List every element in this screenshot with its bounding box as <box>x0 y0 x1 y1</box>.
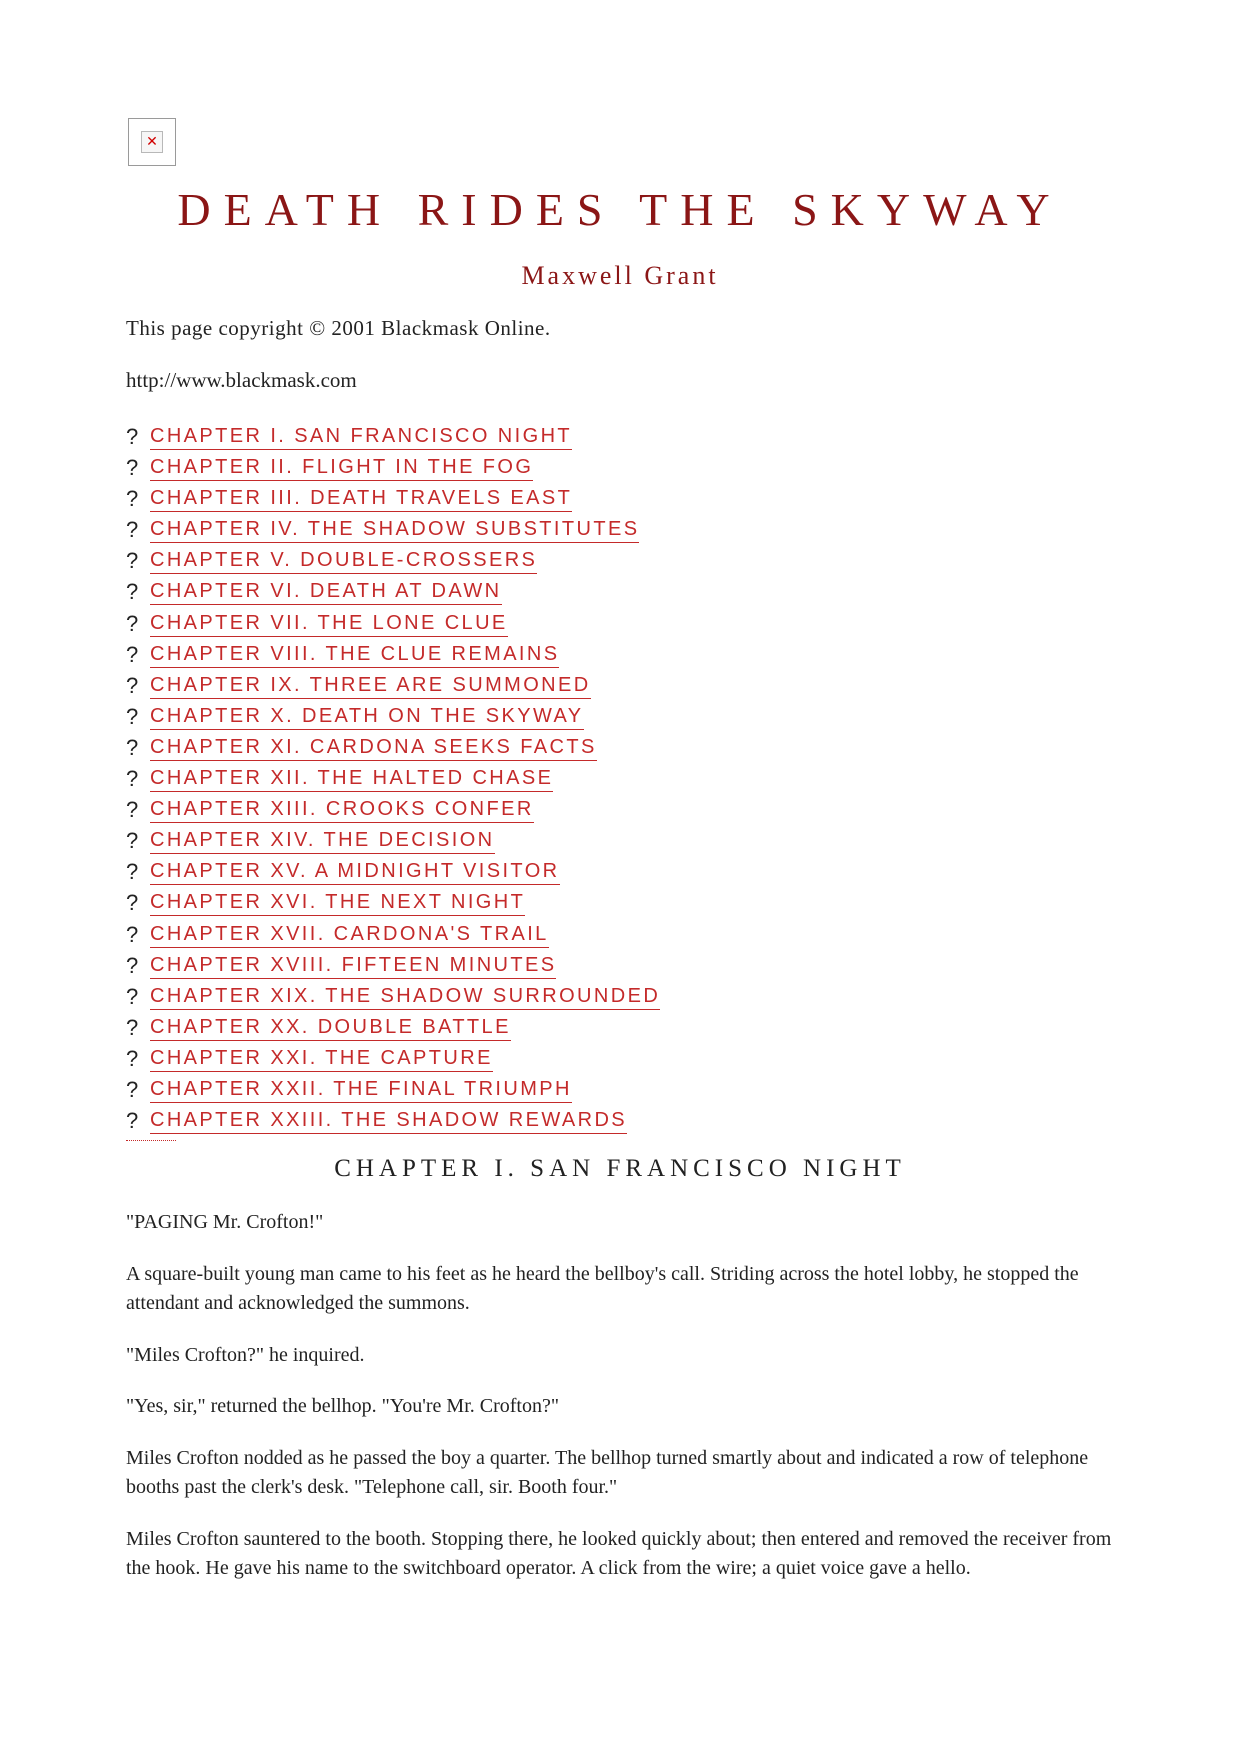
toc-item <box>126 1107 660 1138</box>
body-paragraph: "PAGING Mr. Crofton!" <box>126 1211 324 1233</box>
toc-bullet: ? <box>126 766 139 792</box>
toc-bullet: ? <box>126 1014 139 1040</box>
body-paragraph: "Yes, sir," returned the bellhop. "You're Mr. Crofton?" <box>126 1395 560 1417</box>
toc-chapter-link[interactable]: CHAPTER IX. THREE ARE SUMMONED <box>150 672 591 699</box>
toc-bullet: ? <box>126 703 139 729</box>
toc-item <box>126 1014 660 1045</box>
toc-item <box>126 672 660 703</box>
toc-chapter-link[interactable]: CHAPTER XXII. THE FINAL TRIUMPH <box>150 1076 572 1103</box>
toc-chapter-link[interactable]: CHAPTER XIX. THE SHADOW SURROUNDED <box>150 983 660 1010</box>
body-paragraph: "Miles Crofton?" he inquired. <box>126 1343 365 1366</box>
toc-item <box>126 578 660 609</box>
toc-bullet: ? <box>126 610 139 636</box>
toc-item <box>126 485 660 516</box>
toc-item <box>126 547 660 578</box>
toc-item <box>126 703 660 734</box>
toc-item <box>126 827 660 858</box>
toc-bullet: ? <box>126 1076 139 1102</box>
toc-chapter-link[interactable]: CHAPTER VIII. THE CLUE REMAINS <box>150 641 559 668</box>
toc-item <box>126 734 660 765</box>
toc-chapter-link[interactable]: CHAPTER XVI. THE NEXT NIGHT <box>150 889 525 916</box>
body-paragraph: A square-built young man came to his feet as he heard the bellboy's call. Striding across the hotel lobby, he stopped the attendant and acknowledged the summons. <box>126 1262 1079 1314</box>
toc-chapter-link[interactable]: CHAPTER XV. A MIDNIGHT VISITOR <box>150 858 560 885</box>
toc-bullet: ? <box>126 797 139 823</box>
toc-chapter-link[interactable]: CHAPTER XVII. CARDONA'S TRAIL <box>150 921 549 948</box>
toc-chapter-link[interactable]: CHAPTER XXI. THE CAPTURE <box>150 1045 493 1072</box>
toc-bullet: ? <box>126 890 139 916</box>
broken-image-icon <box>141 131 163 153</box>
toc-chapter-link[interactable]: CHAPTER XX. DOUBLE BATTLE <box>150 1014 511 1041</box>
toc-bullet: ? <box>126 672 139 698</box>
chapter-body <box>126 1208 1116 1606</box>
toc-item <box>126 983 660 1014</box>
toc-item <box>126 454 660 485</box>
table-of-contents <box>126 423 660 1138</box>
toc-bullet: ? <box>126 579 139 605</box>
toc-bullet: ? <box>126 424 139 449</box>
toc-chapter-link[interactable]: CHAPTER X. DEATH ON THE SKYWAY <box>150 703 584 730</box>
toc-bullet: ? <box>126 828 139 854</box>
toc-item <box>126 858 660 889</box>
toc-bullet: ? <box>126 1108 139 1134</box>
toc-chapter-link[interactable]: CHAPTER XVIII. FIFTEEN MINUTES <box>150 952 556 979</box>
toc-bullet: ? <box>126 486 139 512</box>
toc-chapter-link[interactable]: CHAPTER III. DEATH TRAVELS EAST <box>150 485 572 512</box>
toc-chapter-link[interactable]: CHAPTER I. SAN FRANCISCO NIGHT <box>150 423 572 450</box>
toc-bullet: ? <box>126 921 139 947</box>
toc-bullet: ? <box>126 517 139 543</box>
toc-bullet: ? <box>126 983 139 1009</box>
toc-bullet: ? <box>126 734 139 760</box>
toc-chapter-link[interactable]: CHAPTER XII. THE HALTED CHASE <box>150 765 553 792</box>
toc-item <box>126 921 660 952</box>
body-paragraph: Miles Crofton sauntered to the booth. Stopping there, he looked quickly about; then entered and removed the receiver from the hook. He gave his name to the switchboard operator. A click from the wire; a quiet voice gave a hello. <box>126 1527 1112 1579</box>
toc-item <box>126 889 660 920</box>
toc-item <box>126 1076 660 1107</box>
toc-chapter-link[interactable]: CHAPTER XXIII. THE SHADOW REWARDS <box>150 1107 627 1134</box>
toc-bullet: ? <box>126 952 139 978</box>
toc-item <box>126 610 660 641</box>
toc-overflow-fragment <box>126 1140 176 1143</box>
toc-chapter-link[interactable]: CHAPTER VI. DEATH AT DAWN <box>150 578 502 605</box>
toc-chapter-link[interactable]: CHAPTER IV. THE SHADOW SUBSTITUTES <box>150 516 639 543</box>
toc-item <box>126 641 660 672</box>
broken-image-placeholder <box>128 118 176 166</box>
copyright-notice: This page copyright © 2001 Blackmask Online. <box>126 316 551 340</box>
toc-bullet: ? <box>126 455 139 481</box>
toc-chapter-link[interactable]: CHAPTER VII. THE LONE CLUE <box>150 610 508 637</box>
toc-chapter-link[interactable]: CHAPTER V. DOUBLE-CROSSERS <box>150 547 537 574</box>
toc-item <box>126 423 660 454</box>
toc-bullet: ? <box>126 641 139 667</box>
toc-item <box>126 765 660 796</box>
toc-chapter-link[interactable]: CHAPTER XI. CARDONA SEEKS FACTS <box>150 734 597 761</box>
toc-chapter-link[interactable]: CHAPTER XIII. CROOKS CONFER <box>150 796 534 823</box>
toc-item <box>126 796 660 827</box>
toc-item <box>126 952 660 983</box>
toc-bullet: ? <box>126 1045 139 1071</box>
page-title: DEATH RIDES THE SKYWAY <box>177 184 1063 235</box>
chapter-heading: CHAPTER I. SAN FRANCISCO NIGHT <box>334 1155 906 1182</box>
body-paragraph: Miles Crofton nodded as he passed the boy a quarter. The bellhop turned smartly about and indicated a row of telephone booths past the clerk's desk. "Telephone call, sir. Booth four." <box>126 1446 1089 1498</box>
toc-chapter-link[interactable]: CHAPTER XIV. THE DECISION <box>150 827 495 854</box>
toc-item <box>126 1045 660 1076</box>
author-name: Maxwell Grant <box>521 261 719 290</box>
source-url[interactable]: http://www.blackmask.com <box>126 368 357 392</box>
toc-bullet: ? <box>126 859 139 885</box>
toc-chapter-link[interactable]: CHAPTER II. FLIGHT IN THE FOG <box>150 454 533 481</box>
toc-bullet: ? <box>126 548 139 574</box>
toc-item <box>126 516 660 547</box>
error-x-icon: ✕ <box>146 134 158 150</box>
